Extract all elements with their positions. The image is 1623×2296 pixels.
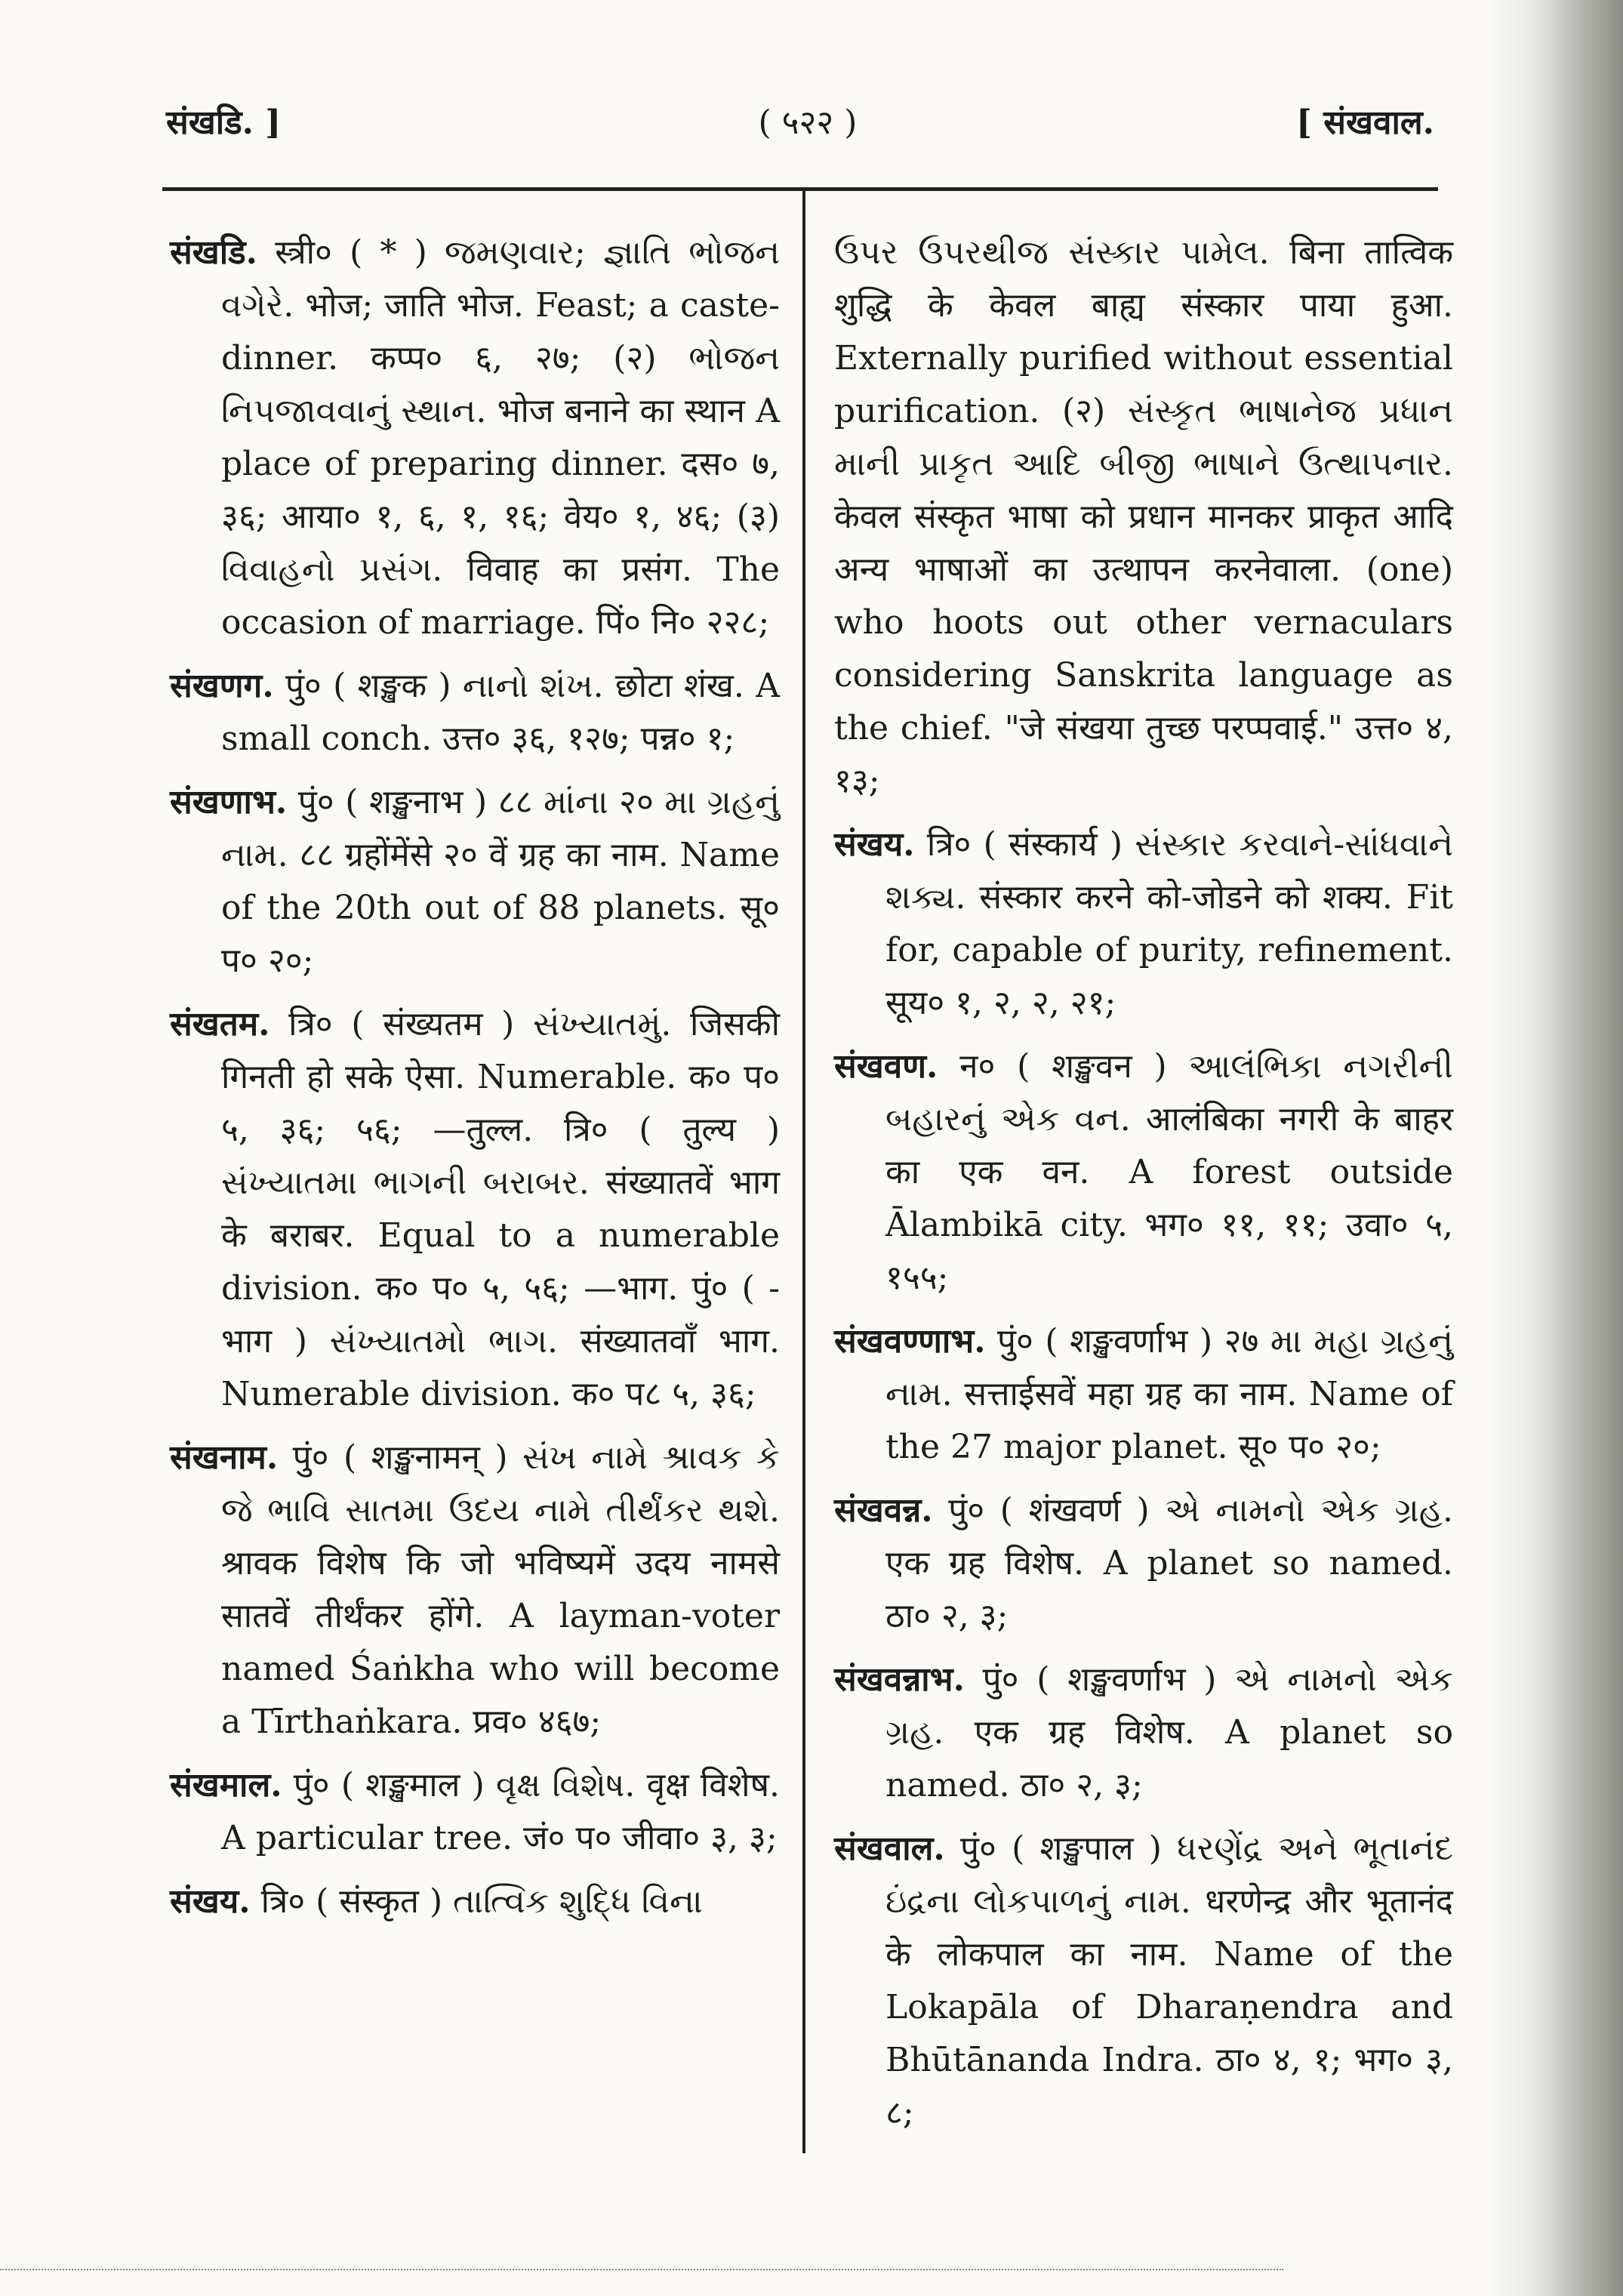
left-column [170,227,780,1939]
entry-definition: पुं० ( शङ्खमाल ) વૃક્ષ વિશેષ. वृक्ष विशेष. A particular tree. जं० प० जीवा० ३, ३; [221,1766,780,1857]
entry-headword: संखय. [170,1882,251,1921]
page-number: ( ५२२ ) [758,103,858,142]
entry-headword: संखवन्नाभ. [834,1660,965,1699]
entry-headword: संखवण्णाभ. [834,1322,986,1361]
dictionary-entry [834,1315,1453,1474]
page-bottom-edge [0,2269,1283,2270]
entry-definition: न० ( शङ्खवन ) આલંભિકા નગરીની બહારનું એક વન. आलंबिका नगरी के बाहर का एक वन. A forest outside Ālambikā city. भग० ११, ११; उवा० ५, १५५; [885,1047,1453,1297]
dictionary-entry [170,776,780,988]
entry-headword: संखवण. [834,1047,938,1086]
dictionary-entry [170,1432,780,1749]
dictionary-entry [834,1484,1453,1643]
entry-definition: त्रि० ( संख्यतम ) સંખ્યાતમું. जिसकी गिनती हो सके ऐसा. Numerable. क० प० ५, ३६; ५६; —तुल्ल. त्रि० ( तुल्य ) સંખ્યાતમા ભાગની બરાબર. संख्यातवें भाग के बराबर. Equal to a numerable division. क० प० ५, ५६; —भाग. पुं० ( -भाग ) સંખ્યાતમો ભાગ. संख्यातवाँ भाग. Numerable division. क० प८ ५, ३६; [221,1005,780,1413]
dictionary-entry [834,1823,1453,2140]
header-rule [162,187,1438,191]
dictionary-entry [170,227,780,649]
dictionary-entry [170,998,780,1421]
entry-headword: संखमाल. [170,1766,282,1804]
entry-definition: पुं० ( शंखवर्ण ) એ નામનો એક ગ્રહ. एक ग्रह विशेष. A planet so named. ठा० २, ३; [885,1491,1453,1635]
entry-definition: पुं० ( शङ्खनाभ ) ८८ માંના २० મા ગ્રહનું નામ. ८८ ग्रहोंमेंसे २० वें ग्रह का नाम. Name of the 20th out of 88 planets. सू० प० २०; [221,783,780,980]
header-right-guideword: [ संखवाल. [1296,103,1434,142]
entry-headword: संखणाभ. [170,783,288,821]
entry-definition: ઉપર ઉપરથીજ સંસ્કાર પામેલ. बिना तात्विक शुद्धि के केवल बाह्य संस्कार पाया हुआ. Externally purified without essential purification. (२) સંસ્કૃત ભાષાનેજ પ્રધાન માની પ્રાકૃત આદિ બીજી ભાષાને ઉત્થાપનાર. केवल संस्कृत भाषा को प्रधान मानकर प्राकृत आदि अन्य भाषाओं का उत्थापन करनेवाला. (one) who hoots out other vernaculars considering Sanskrita language as the chief. "जे संखया तुच्छ परप्पवाई." उत्त० ४, १३; [834,233,1453,800]
dictionary-entry [170,1875,780,1928]
entry-headword: संखतम. [170,1005,270,1043]
entry-headword: संखणग. [170,667,274,705]
dictionary-entry [834,818,1453,1030]
dictionary-entry [170,1759,780,1865]
entry-headword: संखवाल. [834,1829,945,1868]
right-column [834,227,1453,2150]
page-header [166,98,1434,159]
entry-headword: संखनाम. [170,1438,279,1477]
entry-definition: पुं० ( शङ्खक ) નાનો શંખ. छोटा शंख. A small conch. उत्त० ३६, १२७; पन्न० १; [221,667,780,758]
entry-definition: त्रि० ( संस्कृत ) તાત્વિક શુદ્ધિ વિના [250,1882,703,1921]
scan-binding-shadow [1487,0,1623,2296]
entry-definition: पुं० ( शङ्खनामन् ) સંખ નામે શ્રાવક કે જે ભાવિ સાતમા ઉદય નામે તીર્થંકર થશે. श्रावक विशेष कि जो भविष्यमें उदय नामसे सातवें तीर्थंकर होंगे. A layman-voter named Śaṅkha who will become a Tīrthaṅkara. प्रव० ४६७; [221,1438,780,1741]
entry-definition: पुं० ( शङ्खवर्णाभ ) २७ મા મહા ગ્રહનું નામ. सत्ताईसवें महा ग्रह का नाम. Name of the 27 major planet. सू० प० २०; [885,1322,1453,1466]
column-divider [802,190,805,2153]
header-left-guideword: संखडि. ] [166,103,282,142]
dictionary-entry [834,1040,1453,1305]
entry-headword: संखवन्न. [834,1491,933,1530]
entry-headword: संखय. [834,825,915,864]
entry-definition: पुं० ( शङ्खपाल ) ધરણેંદ્ર અને ભૂતાનંદ ઇંદ્રના લોકપાળનું નામ. धरणेन्द्र और भूतानंद के लोकपाल का नाम. Name of the Lokapāla of Dharaṇendra and Bhūtānanda Indra. ठा० ४, १; भग० ३, ८; [885,1829,1453,2132]
entry-definition: स्त्री० ( * ) જમણવાર; જ્ઞાતિ ભોજન વગેરે. भोज; जाति भोज. Feast; a caste-dinner. कप्प० ६, २७; (२) ભોજન નિપજાવવાનું સ્થાન. भोज बनाने का स्थान A place of preparing dinner. दस० ७, ३६; आया० १, ६, १, १६; वेय० १, ४६; (३) વિવાહનો પ્રસંગ. विवाह का प्रसंग. The occasion of marriage. पिं० नि० २२८; [221,233,780,642]
entry-headword: संखडि. [170,233,257,272]
entry-continuation [834,227,1453,808]
dictionary-entry [834,1653,1453,1812]
entry-definition: पुं० ( शङ्खवर्णाभ ) એ નામનો એક ગ્રહ. एक ग्रह विशेष. A planet so named. ठा० २, ३; [885,1660,1453,1804]
entry-definition: त्रि० ( संस्कार्य ) સંસ્કાર કરવાને-સાંધવાને શક્ય. संस्कार करने को-जोडने को शक्य. Fit for, capable of purity, refinement. सूय० १, २, २, २१; [885,825,1453,1022]
dictionary-entry [170,660,780,766]
